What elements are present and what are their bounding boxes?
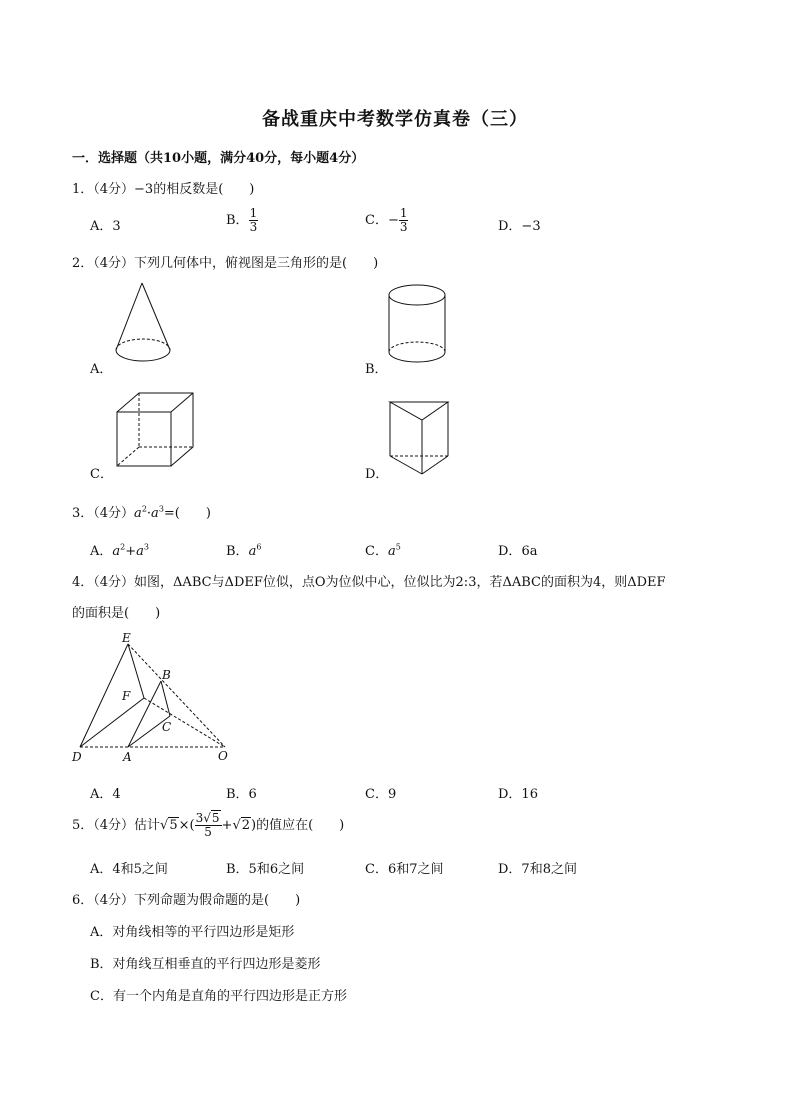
section-heading: 一．选择题（共10小题，满分40分，每小题4分）: [72, 151, 365, 166]
times-open-paren: ×(: [178, 818, 195, 833]
fraction-denominator: 3: [249, 220, 258, 234]
label-B: B: [162, 668, 171, 682]
q3-option-a[interactable]: [90, 540, 149, 559]
cylinder-figure: [386, 282, 450, 370]
q3-stem-prefix: 3．（4分）: [72, 506, 135, 521]
variable-a: a: [387, 544, 396, 559]
plus-sign: +: [125, 544, 137, 559]
close-paren: ): [251, 818, 257, 833]
question-6-stem: 6．（4分）下列命题为假命题的是( ): [72, 893, 301, 908]
option-prefix: C．: [365, 544, 388, 559]
variable-a: a: [151, 506, 159, 521]
radicand: 5: [211, 811, 220, 825]
radicand: 5: [169, 818, 178, 833]
q2-option-a[interactable]: A．: [90, 362, 113, 377]
label-F: F: [122, 689, 131, 703]
plus-sign: +: [221, 818, 233, 833]
q5-option-b[interactable]: B．5和6之间: [226, 862, 305, 877]
q5-fraction: [195, 812, 222, 839]
question-4-stem-line2: 的面积是( ): [72, 606, 161, 621]
exponent: 6: [256, 542, 262, 552]
q4-option-c[interactable]: C．9: [365, 787, 397, 802]
q3-stem-suffix: =( ): [163, 506, 211, 521]
cone-figure: [108, 280, 178, 370]
page-title: 备战重庆中考数学仿真卷（三）: [262, 109, 528, 130]
label-E: E: [122, 631, 131, 645]
q1-option-b-prefix: B．: [226, 213, 249, 228]
q1-option-a[interactable]: A．3: [90, 219, 121, 234]
sqrt-symbol: √: [160, 818, 169, 833]
option-prefix: B．: [226, 544, 249, 559]
fraction-denominator: 3: [399, 220, 408, 234]
q5-stem-suffix: 的值应在( ): [256, 818, 345, 833]
q1-option-c[interactable]: [365, 207, 408, 234]
option-prefix: A．: [90, 544, 113, 559]
label-A: A: [123, 750, 132, 764]
q4-option-d[interactable]: D．16: [498, 787, 538, 802]
q1-option-c-prefix: C．−: [365, 213, 399, 228]
triangular-prism-figure: [386, 398, 456, 478]
label-C: C: [162, 720, 172, 734]
q4-option-b[interactable]: B．6: [226, 787, 257, 802]
q2-option-c[interactable]: C．: [90, 467, 113, 482]
multiply-dot: ·: [146, 506, 152, 521]
q6-option-c[interactable]: C．有一个内角是直角的平行四边形是正方形: [90, 989, 347, 1004]
q6-option-a[interactable]: A．对角线相等的平行四边形是矩形: [90, 925, 295, 940]
fraction-numerator: 1: [249, 206, 258, 220]
q3-option-c[interactable]: [365, 540, 401, 559]
label-O: O: [218, 749, 228, 763]
q1-option-b[interactable]: [226, 207, 258, 234]
q2-option-d[interactable]: D．: [365, 467, 389, 482]
variable-a: a: [112, 544, 121, 559]
cube-figure: [112, 390, 202, 470]
option-value: 6a: [521, 544, 538, 559]
q3-option-d[interactable]: [498, 540, 537, 559]
question-1-stem: 1．（4分）−3的相反数是( ): [72, 182, 255, 197]
exponent: 5: [395, 542, 401, 552]
exponent: 3: [143, 542, 150, 552]
fraction-numerator: [195, 812, 222, 826]
exponent: 3: [158, 504, 164, 514]
q5-stem-prefix: 5．（4分）估计: [72, 818, 161, 833]
q1-option-d[interactable]: D．−3: [498, 219, 541, 234]
variable-a: a: [248, 544, 257, 559]
question-3-stem: [72, 502, 211, 521]
q6-option-b[interactable]: B．对角线互相垂直的平行四边形是菱形: [90, 957, 321, 972]
variable-a: a: [136, 544, 144, 559]
option-prefix: D．: [498, 544, 522, 559]
q2-option-b[interactable]: B．: [365, 362, 388, 377]
label-D: D: [72, 750, 82, 764]
exponent: 2: [120, 542, 126, 552]
q5-option-a[interactable]: A．4和5之间: [90, 862, 168, 877]
coefficient: 3: [195, 811, 204, 825]
question-2-stem: 2．（4分）下列几何体中，俯视图是三角形的是( ): [72, 256, 379, 271]
exponent: 2: [141, 504, 147, 514]
sqrt-symbol: √: [232, 818, 241, 833]
q5-option-c[interactable]: C．6和7之间: [365, 862, 444, 877]
fraction-numerator: 1: [399, 206, 408, 220]
q1-option-c-fraction: [399, 207, 409, 234]
radicand: 2: [241, 818, 251, 833]
q5-option-d[interactable]: D．7和8之间: [498, 862, 577, 877]
q4-option-a[interactable]: A．4: [90, 787, 121, 802]
q1-option-b-fraction: [249, 207, 259, 234]
variable-a: a: [134, 506, 142, 521]
fraction-denominator: 5: [204, 825, 212, 839]
homothety-figure: [68, 630, 243, 770]
question-5-stem: [72, 812, 344, 839]
question-4-stem-line1: 4．（4分）如图，ΔABC与ΔDEF位似，点O为位似中心，位似比为2:3，若ΔABC的面积为4，则ΔDEF: [72, 575, 666, 590]
q3-option-b[interactable]: [226, 540, 261, 559]
sqrt-symbol: √: [203, 811, 211, 825]
